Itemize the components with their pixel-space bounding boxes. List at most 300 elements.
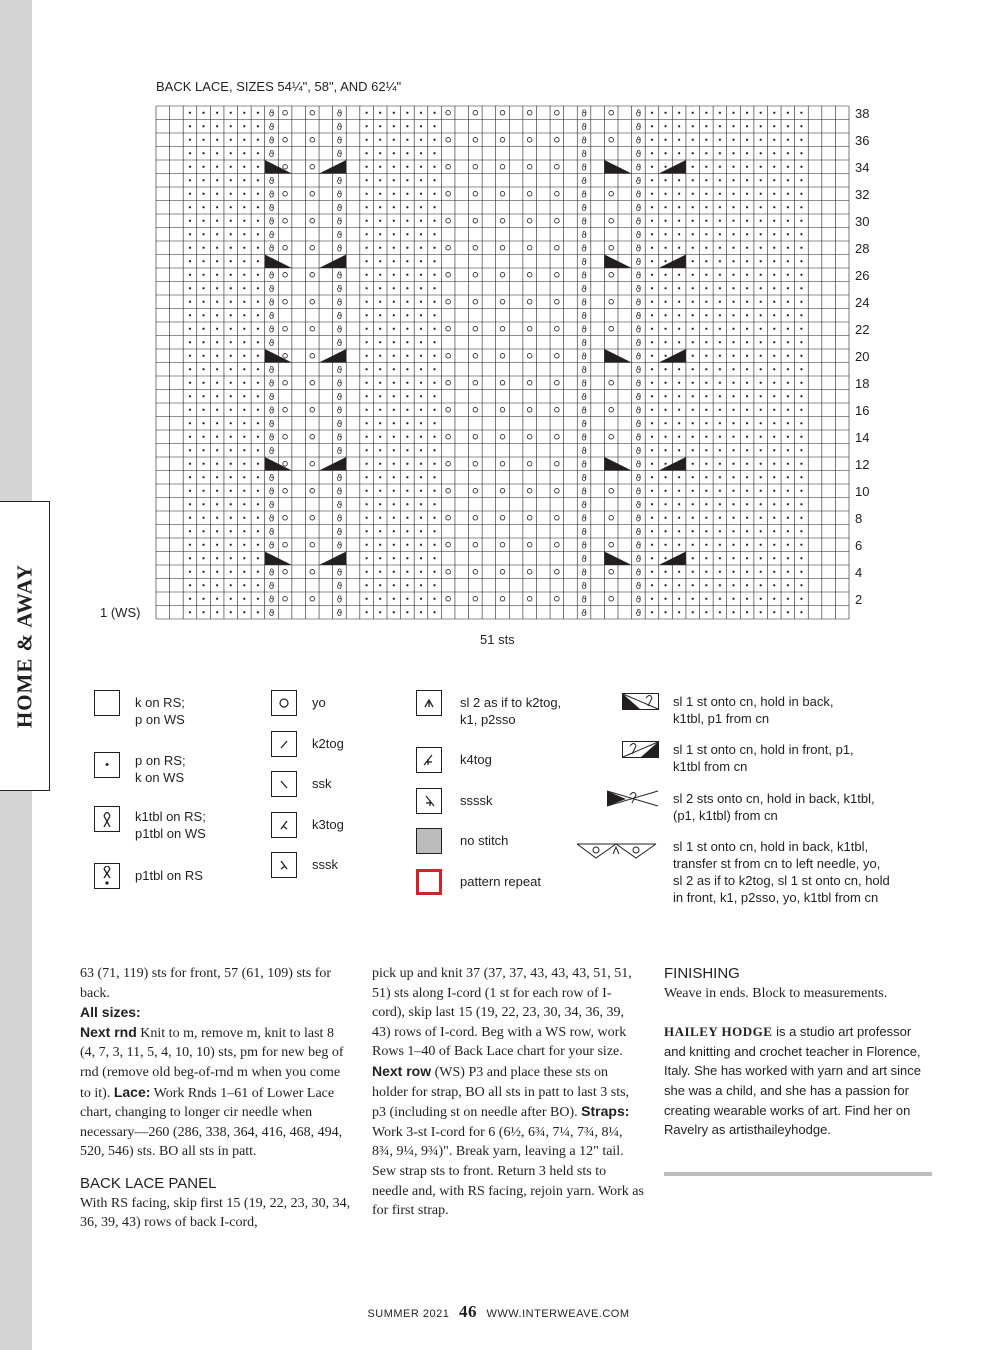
purl-stitch-mark: [746, 395, 748, 397]
purl-stitch-mark: [433, 247, 435, 249]
purl-stitch-mark: [243, 463, 245, 465]
purl-stitch-mark: [243, 125, 245, 127]
purl-stitch-mark: [230, 476, 232, 478]
purl-stitch-mark: [705, 409, 707, 411]
purl-stitch-mark: [800, 328, 802, 330]
k1tbl-stitch-mark: ϑ: [268, 473, 275, 484]
purl-stitch-mark: [230, 503, 232, 505]
purl-stitch-mark: [800, 490, 802, 492]
purl-stitch-mark: [406, 193, 408, 195]
purl-stitch-mark: [202, 341, 204, 343]
purl-stitch-mark: [787, 206, 789, 208]
k1tbl-stitch-mark: ϑ: [581, 122, 587, 133]
yo-stitch-mark: [446, 299, 451, 304]
purl-stitch-mark: [230, 355, 232, 357]
purl-stitch-mark: [230, 233, 232, 235]
purl-stitch-mark: [719, 179, 721, 181]
chart-title: BACK LACE, SIZES 54¼", 58", AND 62¼": [156, 79, 402, 94]
row-number: 22: [855, 322, 870, 337]
purl-stitch-mark: [664, 409, 666, 411]
purl-stitch-mark: [678, 139, 680, 141]
yo-stitch-mark: [473, 434, 478, 439]
purl-stitch-mark: [787, 220, 789, 222]
purl-stitch-mark: [366, 341, 368, 343]
k1tbl-stitch-mark: ϑ: [581, 284, 587, 295]
purl-stitch-mark: [664, 260, 666, 262]
yo-stitch-mark: [555, 110, 560, 115]
purl-stitch-mark: [746, 476, 748, 478]
yo-stitch-mark: [446, 515, 451, 520]
purl-stitch-mark: [692, 125, 694, 127]
k1tbl-stitch-mark: ϑ: [635, 500, 642, 511]
purl-stitch-mark: [651, 544, 653, 546]
purl-stitch-mark: [433, 584, 435, 586]
purl-stitch-mark: [202, 301, 204, 303]
purl-stitch-mark: [406, 409, 408, 411]
purl-stitch-mark: [773, 193, 775, 195]
first-row-label: 1 (WS): [100, 605, 141, 620]
purl-stitch-mark: [705, 179, 707, 181]
purl-stitch-mark: [243, 449, 245, 451]
purl-stitch-mark: [760, 571, 762, 573]
purl-stitch-mark: [692, 247, 694, 249]
purl-stitch-mark: [406, 517, 408, 519]
k1tbl-stitch-mark: ϑ: [336, 392, 343, 403]
purl-stitch-mark: [705, 422, 707, 424]
text-column-2: [372, 964, 644, 1221]
purl-stitch-mark: [719, 220, 721, 222]
purl-stitch-mark: [800, 206, 802, 208]
purl-stitch-mark: [719, 611, 721, 613]
purl-stitch-mark: [773, 301, 775, 303]
k1tbl-stitch-mark: ϑ: [635, 298, 642, 309]
k1tbl-stitch-mark: ϑ: [268, 568, 275, 579]
purl-stitch-mark: [393, 368, 395, 370]
purl-stitch-mark: [202, 476, 204, 478]
yo-stitch-mark: [555, 488, 560, 493]
purl-stitch-mark: [692, 530, 694, 532]
purl-stitch-mark: [379, 260, 381, 262]
pattern-repeat-icon: [416, 869, 442, 895]
purl-stitch-mark: [732, 503, 734, 505]
purl-stitch-mark: [379, 463, 381, 465]
k1tbl-stitch-mark: ϑ: [635, 406, 642, 417]
purl-stitch-mark: [773, 436, 775, 438]
purl-stitch-mark: [651, 422, 653, 424]
purl-stitch-mark: [800, 368, 802, 370]
row-number: 14: [855, 430, 870, 445]
purl-stitch-mark: [678, 571, 680, 573]
k1tbl-stitch-mark: ϑ: [581, 352, 587, 363]
purl-stitch-mark: [705, 355, 707, 357]
purl-stitch-mark: [189, 139, 191, 141]
purl-stitch-mark: [664, 301, 666, 303]
purl-stitch-mark: [243, 544, 245, 546]
purl-stitch-mark: [705, 328, 707, 330]
yo-stitch-mark: [446, 353, 451, 358]
purl-stitch-mark: [664, 139, 666, 141]
purl-stitch-mark: [366, 368, 368, 370]
purl-stitch-mark: [773, 584, 775, 586]
yo-stitch-mark: [555, 434, 560, 439]
purl-stitch-mark: [692, 328, 694, 330]
purl-stitch-mark: [732, 260, 734, 262]
purl-stitch-mark: [420, 355, 422, 357]
purl-stitch-mark: [800, 530, 802, 532]
yo-stitch-mark: [555, 380, 560, 385]
no-stitch-icon: [416, 828, 442, 854]
page-number: 46: [458, 1302, 477, 1321]
author-bio: HAILEY HODGE is a studio art professor and knitting and crochet teacher in Florence, Italy. She has worked with yarn and art since she was a child, and she has a passion for creating wearable works of art. Find her on Ravelry as artisthaileyhodge.: [664, 1024, 921, 1138]
purl-stitch-mark: [760, 449, 762, 451]
purl-stitch-mark: [433, 544, 435, 546]
k1tbl-stitch-mark: ϑ: [268, 595, 275, 606]
purl-stitch-mark: [787, 503, 789, 505]
k1tbl-stitch-mark: ϑ: [268, 527, 275, 538]
purl-stitch-mark: [664, 152, 666, 154]
purl-stitch-mark: [760, 152, 762, 154]
purl-stitch-mark: [651, 247, 653, 249]
purl-stitch-mark: [705, 368, 707, 370]
row-number: 20: [855, 349, 870, 364]
purl-stitch-mark: [420, 463, 422, 465]
yo-stitch-mark: [310, 569, 315, 574]
purl-stitch-mark: [216, 220, 218, 222]
purl-stitch-mark: [202, 355, 204, 357]
purl-stitch-mark: [379, 220, 381, 222]
k1tbl-stitch-mark: ϑ: [581, 271, 587, 282]
yo-stitch-mark: [555, 245, 560, 250]
purl-stitch-mark: [651, 179, 653, 181]
purl-stitch-mark: [406, 139, 408, 141]
k1tbl-stitch-mark: ϑ: [635, 311, 642, 322]
purl-stitch-mark: [366, 503, 368, 505]
k1tbl-stitch-mark: ϑ: [581, 500, 587, 511]
purl-stitch-mark: [406, 328, 408, 330]
purl-stitch-mark: [379, 139, 381, 141]
purl-stitch-mark: [379, 233, 381, 235]
purl-stitch-mark: [202, 422, 204, 424]
yo-stitch-mark: [555, 407, 560, 412]
k1tbl-stitch-mark: ϑ: [635, 284, 642, 295]
purl-stitch-mark: [257, 409, 259, 411]
purl-stitch-mark: [230, 301, 232, 303]
k1tbl-stitch-mark: ϑ: [268, 365, 275, 376]
purl-stitch-mark: [746, 544, 748, 546]
purl-stitch-mark: [719, 557, 721, 559]
purl-stitch-mark: [420, 584, 422, 586]
purl-stitch-mark: [719, 436, 721, 438]
purl-stitch-mark: [746, 233, 748, 235]
purl-stitch-mark: [664, 355, 666, 357]
purl-stitch-mark: [257, 260, 259, 262]
yo-stitch-mark: [473, 272, 478, 277]
paragraph: Next rnd Knit to m, remove m, knit to last 8 (4, 7, 3, 11, 5, 4, 10, 10) sts, pm for new beg of rnd (remove old beg-of-rnd m when you come to it). Lace: Work Rnds 1–61 of Lower Lace chart, changing to longer cir needle when necessary—260 (286, 338, 364, 416, 468, 494, 520, 546) sts. BO all sts in patt.: [80, 1023, 344, 1160]
purl-stitch-mark: [692, 517, 694, 519]
yo-stitch-mark: [310, 434, 315, 439]
purl-stitch-mark: [705, 517, 707, 519]
purl-stitch-mark: [746, 166, 748, 168]
purl-stitch-mark: [800, 301, 802, 303]
purl-stitch-mark: [760, 206, 762, 208]
purl-stitch-mark: [420, 328, 422, 330]
purl-stitch-mark: [664, 220, 666, 222]
k1tbl-stitch-mark: ϑ: [336, 203, 343, 214]
purl-stitch-mark: [202, 611, 204, 613]
purl-stitch-mark: [216, 179, 218, 181]
purl-stitch-mark: [230, 557, 232, 559]
purl-stitch-mark: [216, 368, 218, 370]
purl-stitch-mark: [230, 382, 232, 384]
purl-stitch-mark: [243, 206, 245, 208]
purl-stitch-mark: [420, 409, 422, 411]
k1tbl-stitch-mark: ϑ: [581, 163, 587, 174]
purl-stitch-mark: [243, 382, 245, 384]
purl-stitch-mark: [366, 166, 368, 168]
purl-stitch-mark: [379, 179, 381, 181]
purl-stitch-mark: [678, 179, 680, 181]
purl-stitch-mark: [746, 571, 748, 573]
purl-stitch-mark: [366, 382, 368, 384]
purl-stitch-mark: [692, 355, 694, 357]
purl-stitch-mark: [366, 125, 368, 127]
purl-stitch-mark: [420, 395, 422, 397]
purl-stitch-mark: [393, 166, 395, 168]
yo-stitch-mark: [473, 380, 478, 385]
purl-stitch-mark: [189, 503, 191, 505]
yo-stitch-mark: [310, 245, 315, 250]
purl-stitch-mark: [719, 463, 721, 465]
purl-stitch-mark: [366, 557, 368, 559]
purl-stitch-mark: [366, 409, 368, 411]
purl-stitch-mark: [746, 436, 748, 438]
k1tbl-stitch-mark: ϑ: [336, 487, 343, 498]
k1tbl-stitch-mark: ϑ: [635, 217, 642, 228]
purl-stitch-mark: [243, 287, 245, 289]
purl-stitch-mark: [189, 193, 191, 195]
purl-stitch-mark: [230, 422, 232, 424]
purl-stitch-mark: [651, 382, 653, 384]
purl-stitch-mark: [393, 544, 395, 546]
purl-stitch-mark: [433, 611, 435, 613]
purl-stitch-mark: [257, 476, 259, 478]
purl-stitch-mark: [773, 355, 775, 357]
purl-stitch-mark: [366, 422, 368, 424]
row-number: 18: [855, 376, 870, 391]
purl-stitch-mark: [243, 152, 245, 154]
purl-stitch-mark: [705, 557, 707, 559]
purl-stitch-mark: [230, 314, 232, 316]
purl-stitch-mark: [420, 368, 422, 370]
paragraph: pick up and knit 37 (37, 37, 43, 43, 43, 51, 51, 51) sts along I-cord (1 st for each row of I-cord), skip last 15 (19, 22, 23, 30, 34, 36, 39, 43) rows of I-cord. Beg with a WS row, work Rows 1–40 of Back Lace chart for your size. Next row (WS) P3 and place these sts on holder for strap, BO all sts in patt to last 3 sts, p3 (including st on needle after BO). Straps: Work 3-st I-cord for 6 (6½, 6¾, 7¼, 7¾, 8¼, 8¾, 9¼, 9¾)". Break yarn, leaving a 12" tail. Sew strap sts to front. Return 3 held sts to needle and, with RS facing, rejoin yarn. Work as for first strap.: [372, 966, 644, 1219]
purl-stitch-mark: [746, 463, 748, 465]
purl-stitch-mark: [216, 193, 218, 195]
purl-stitch-mark: [664, 436, 666, 438]
yo-stitch-mark: [446, 245, 451, 250]
purl-stitch-mark: [393, 179, 395, 181]
yo-stitch-mark: [527, 326, 532, 331]
purl-stitch-mark: [433, 301, 435, 303]
yo-stitch-mark: [500, 596, 505, 601]
purl-stitch-mark: [692, 422, 694, 424]
yo-stitch-mark: [555, 461, 560, 466]
purl-stitch-mark: [664, 449, 666, 451]
purl-stitch-mark: [678, 611, 680, 613]
k1tbl-stitch-mark: ϑ: [268, 122, 275, 133]
purl-stitch-mark: [257, 247, 259, 249]
k1tbl-icon: [94, 806, 120, 832]
purl-stitch-mark: [230, 517, 232, 519]
purl-stitch-mark: [732, 449, 734, 451]
purl-stitch-mark: [393, 260, 395, 262]
yo-stitch-mark: [555, 515, 560, 520]
k1tbl-stitch-mark: ϑ: [268, 190, 275, 201]
purl-stitch-mark: [393, 517, 395, 519]
purl-stitch-mark: [379, 449, 381, 451]
k1tbl-stitch-mark: ϑ: [635, 136, 642, 147]
purl-stitch-mark: [379, 490, 381, 492]
yo-stitch-mark: [283, 596, 288, 601]
purl-stitch-mark: [705, 152, 707, 154]
cable-back-icon: [622, 693, 660, 711]
ssssk-icon: [416, 788, 442, 814]
purl-stitch-mark: [216, 233, 218, 235]
purl-stitch-mark: [406, 611, 408, 613]
purl-stitch-mark: [406, 422, 408, 424]
purl-stitch-mark: [692, 544, 694, 546]
yo-stitch-mark: [500, 110, 505, 115]
purl-stitch-mark: [719, 233, 721, 235]
purl-stitch-mark: [189, 368, 191, 370]
legend-knit-label: k on RS; p on WS: [135, 695, 185, 727]
purl-stitch-mark: [230, 206, 232, 208]
purl-stitch-mark: [393, 355, 395, 357]
purl-stitch-mark: [216, 449, 218, 451]
purl-stitch-mark: [787, 598, 789, 600]
legend-k4tog-label: k4tog: [460, 752, 492, 767]
purl-stitch-mark: [420, 571, 422, 573]
k1tbl-stitch-mark: ϑ: [581, 514, 587, 525]
k1tbl-stitch-mark: ϑ: [268, 217, 275, 228]
yo-stitch-mark: [473, 407, 478, 412]
purl-stitch-mark: [760, 193, 762, 195]
purl-stitch-mark: [664, 247, 666, 249]
purl-stitch-mark: [760, 476, 762, 478]
purl-stitch-mark: [202, 152, 204, 154]
legend-purl-label: p on RS; k on WS: [135, 753, 186, 785]
purl-stitch-mark: [651, 152, 653, 154]
purl-stitch-mark: [379, 287, 381, 289]
purl-stitch-mark: [257, 139, 259, 141]
purl-stitch-mark: [732, 220, 734, 222]
purl-stitch-mark: [420, 220, 422, 222]
purl-stitch-mark: [705, 476, 707, 478]
k1tbl-stitch-mark: ϑ: [581, 136, 587, 147]
yo-stitch-mark: [310, 515, 315, 520]
purl-stitch-mark: [800, 395, 802, 397]
purl-stitch-mark: [406, 233, 408, 235]
k1tbl-stitch-mark: ϑ: [635, 433, 642, 444]
purl-stitch-mark: [189, 449, 191, 451]
purl-stitch-mark: [773, 274, 775, 276]
purl-stitch-mark: [257, 355, 259, 357]
legend-yo-label: yo: [312, 695, 326, 710]
legend-p1tbl-label: p1tbl on RS: [135, 868, 203, 883]
purl-stitch-mark: [189, 476, 191, 478]
purl-stitch-mark: [366, 260, 368, 262]
yo-stitch-mark: [500, 191, 505, 196]
ssk-icon: [271, 771, 297, 797]
purl-stitch-mark: [243, 436, 245, 438]
purl-stitch-mark: [773, 557, 775, 559]
yo-stitch-mark: [527, 299, 532, 304]
purl-stitch-mark: [433, 233, 435, 235]
purl-stitch-mark: [406, 503, 408, 505]
k1tbl-stitch-mark: ϑ: [268, 271, 275, 282]
purl-stitch-mark: [189, 395, 191, 397]
purl-stitch-mark: [773, 247, 775, 249]
purl-stitch-mark: [800, 382, 802, 384]
purl-stitch-mark: [678, 193, 680, 195]
purl-stitch-mark: [760, 409, 762, 411]
purl-stitch-mark: [732, 355, 734, 357]
purl-stitch-mark: [257, 220, 259, 222]
purl-stitch-mark: [393, 503, 395, 505]
k1tbl-stitch-mark: ϑ: [268, 446, 275, 457]
purl-stitch-mark: [800, 422, 802, 424]
purl-stitch-mark: [692, 571, 694, 573]
purl-stitch-mark: [787, 341, 789, 343]
purl-stitch-mark: [800, 463, 802, 465]
row-number: 6: [855, 538, 863, 553]
legend-ssssk-label: ssssk: [460, 793, 493, 808]
purl-stitch-mark: [393, 584, 395, 586]
k1tbl-stitch-mark: ϑ: [336, 176, 343, 187]
purl-stitch-mark: [664, 490, 666, 492]
purl-stitch-mark: [420, 611, 422, 613]
legend-cable-back-label: sl 1 st onto cn, hold in back, k1tbl, p1 from cn: [673, 694, 834, 726]
yo-stitch-mark: [446, 488, 451, 493]
purl-stitch-mark: [664, 544, 666, 546]
yo-stitch-mark: [446, 110, 451, 115]
purl-stitch-mark: [406, 449, 408, 451]
yo-stitch-mark: [283, 488, 288, 493]
k1tbl-stitch-mark: ϑ: [635, 109, 642, 120]
purl-stitch-mark: [651, 395, 653, 397]
purl-stitch-mark: [393, 139, 395, 141]
purl-stitch-mark: [678, 530, 680, 532]
purl-stitch-mark: [760, 490, 762, 492]
purl-stitch-mark: [393, 193, 395, 195]
purl-stitch-mark: [366, 274, 368, 276]
purl-stitch-mark: [257, 233, 259, 235]
yo-stitch-mark: [310, 299, 315, 304]
purl-stitch-mark: [678, 247, 680, 249]
k1tbl-stitch-mark: ϑ: [268, 406, 275, 417]
purl-stitch-mark: [406, 247, 408, 249]
purl-stitch-mark: [651, 557, 653, 559]
yo-stitch-mark: [283, 353, 288, 358]
purl-stitch-mark: [189, 220, 191, 222]
purl-stitch-mark: [393, 287, 395, 289]
k1tbl-stitch-mark: ϑ: [581, 541, 587, 552]
k1tbl-stitch-mark: ϑ: [581, 149, 587, 160]
purl-stitch-mark: [406, 166, 408, 168]
purl-stitch-mark: [732, 382, 734, 384]
purl-stitch-mark: [732, 328, 734, 330]
purl-stitch-mark: [773, 206, 775, 208]
purl-stitch-mark: [692, 395, 694, 397]
